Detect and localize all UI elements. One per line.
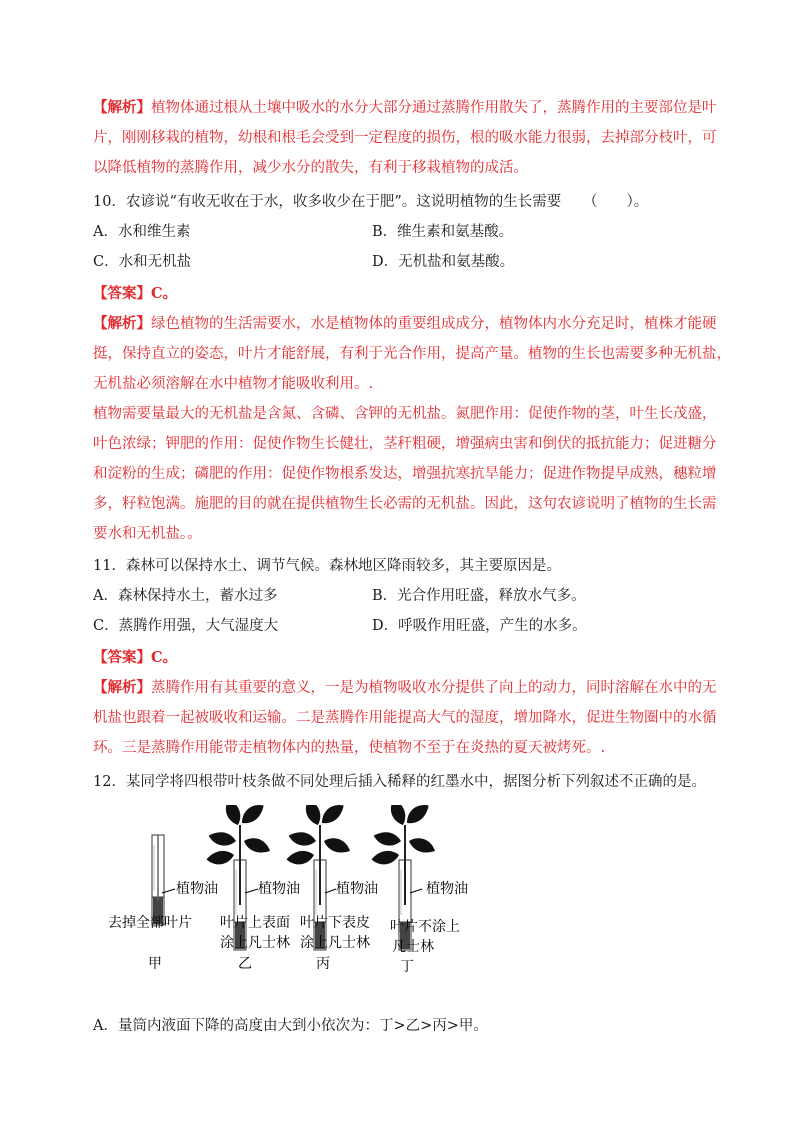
q10-analysis-line-1 bbox=[93, 314, 717, 334]
q10-analysis-text-1: 绿色植物的生活需要水，水是植物体的重要组成成分，植物体内水分充足时，植株才能硬 bbox=[151, 316, 717, 332]
q10-option-d: D．无机盐和氨基酸。 bbox=[372, 254, 515, 270]
q10-analysis-line-7: 多，籽粒饱满。施肥的目的就在提供植物生长必需的无机盐。因此，这句农谚说明了植物的生长需 bbox=[93, 496, 717, 512]
q10-analysis-line-3: 无机盐必须溶解在水中植物才能吸收利用。. bbox=[93, 376, 374, 392]
caption-yi-line-1: 叶片上表面 bbox=[220, 915, 290, 931]
caption-jia-letter: 甲 bbox=[148, 956, 162, 972]
q11-analysis-line-2: 机盐也跟着一起被吸收和运输。二是蒸腾作用能提高大气的湿度，增加降水，促进生物圈中的水循 bbox=[93, 710, 717, 726]
q11-analysis-text-1: 蒸腾作用有其重要的意义，一是为植物吸收水分提供了向上的动力，同时溶解在水中的无 bbox=[151, 680, 717, 696]
caption-bing-letter: 丙 bbox=[316, 956, 330, 972]
caption-bing-line-2: 涂上凡士林 bbox=[300, 935, 370, 951]
q11-option-a: A．森林保持水土，蓄水过多 bbox=[93, 588, 278, 604]
q9-analysis-line-1 bbox=[93, 98, 717, 118]
q11-analysis-line-1 bbox=[93, 678, 717, 698]
caption-ding-line-1: 叶片不涂上 bbox=[390, 919, 460, 935]
q11-option-b: B．光合作用旺盛，释放水气多。 bbox=[372, 588, 586, 604]
q10-analysis-line-8: 要水和无机盐。。 bbox=[93, 526, 202, 542]
q11-option-c: C．蒸腾作用强，大气湿度大 bbox=[93, 618, 279, 634]
q10-analysis-line-4: 植物需要量最大的无机盐是含氮、含磷、含钾的无机盐。氮肥作用：促使作物的茎，叶生长茂盛， bbox=[93, 406, 717, 422]
q10-option-c: C．水和无机盐 bbox=[93, 254, 192, 270]
q11-analysis-tag: 【解析】 bbox=[93, 679, 151, 696]
oil-label-bing: 植物油 bbox=[336, 881, 378, 897]
q11-answer: 【答案】C。 bbox=[93, 649, 178, 666]
q10-option-a: A．水和维生素 bbox=[93, 224, 191, 240]
q10-analysis-tag: 【解析】 bbox=[93, 315, 151, 332]
q9-analysis-line-2: 片，刚刚移栽的植物，幼根和根毛会受到一定程度的损伤，根的吸水能力很弱，去掉部分枝叶，可 bbox=[93, 130, 717, 146]
q12-option-a: A．量筒内液面下降的高度由大到小依次为：丁>乙>丙>甲。 bbox=[93, 1018, 488, 1034]
caption-ding-letter: 丁 bbox=[400, 959, 414, 975]
q11-stem: 11．森林可以保持水土、调节气候。森林地区降雨较多，其主要原因是。 bbox=[93, 558, 561, 574]
q9-analysis-text-1: 植物体通过根从土壤中吸水的水分大部分通过蒸腾作用散失了，蒸腾作用的主要部位是叶 bbox=[151, 100, 717, 116]
experiment-figure bbox=[100, 805, 500, 990]
q10-option-b: B．维生素和氨基酸。 bbox=[372, 224, 514, 240]
q10-analysis-line-6: 和淀粉的生成；磷肥的作用：促使作物根系发达，增强抗寒抗旱能力；促进作物提早成熟，穗粒增 bbox=[93, 466, 717, 482]
caption-bing-line-1: 叶片下表皮 bbox=[300, 915, 370, 931]
oil-label-yi: 植物油 bbox=[258, 881, 300, 897]
oil-label-ding: 植物油 bbox=[426, 881, 468, 897]
q9-analysis-tag: 【解析】 bbox=[93, 99, 151, 116]
q10-stem: 10．农谚说“有收无收在于水，收多收少在于肥”。这说明植物的生长需要 （ ）。 bbox=[93, 194, 649, 210]
q10-answer: 【答案】C。 bbox=[93, 285, 178, 302]
caption-yi-line-2: 涂上凡士林 bbox=[220, 935, 290, 951]
q10-analysis-line-5: 叶色浓绿；钾肥的作用：促使作物生长健壮，茎秆粗硬，增强病虫害和倒伏的抵抗能力；促进糖分 bbox=[93, 436, 717, 452]
q9-analysis-line-3: 以降低植物的蒸腾作用，减少水分的散失，有利于移栽植物的成活。 bbox=[93, 160, 528, 176]
q11-option-d: D．呼吸作用旺盛，产生的水多。 bbox=[372, 618, 587, 634]
caption-ding-line-2: 凡士林 bbox=[392, 939, 434, 955]
caption-yi-letter: 乙 bbox=[238, 956, 252, 972]
oil-label-jia: 植物油 bbox=[176, 881, 218, 897]
caption-jia-line-1: 去掉全部叶片 bbox=[108, 915, 192, 931]
q10-analysis-line-2: 挺，保持直立的姿态，叶片才能舒展，有利于光合作用，提高产量。植物的生长也需要多种无机盐， bbox=[93, 346, 731, 362]
q11-analysis-line-3: 环。三是蒸腾作用能带走植物体内的热量，使植物不至于在炎热的夏天被烤死。. bbox=[93, 740, 606, 756]
q12-stem: 12．某同学将四根带叶枝条做不同处理后插入稀释的红墨水中，据图分析下列叙述不正确的是。 bbox=[93, 774, 706, 790]
setup-jia bbox=[152, 835, 175, 925]
